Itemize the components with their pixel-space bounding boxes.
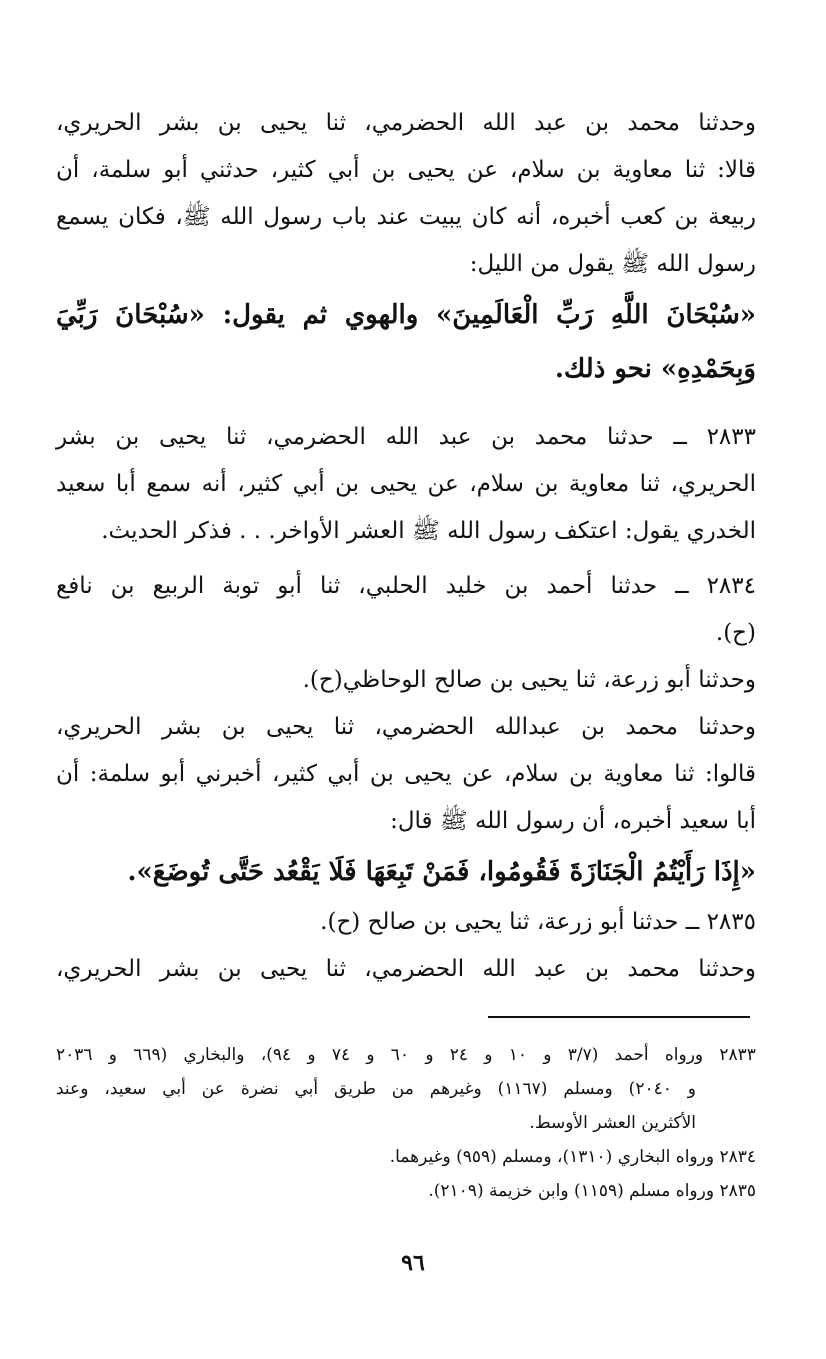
text-line: أبا سعيد أخبره، أن رسول الله ﷺ قال: (390, 808, 756, 834)
text-line: (ح). (715, 620, 756, 646)
footnote-line: ٢٨٣٤ ورواه البخاري (١٣١٠)، ومسلم (٩٥٩) وغيرهما. (389, 1147, 756, 1167)
footnote-line: و ٢٠٤٠) ومسلم (١١٦٧) وغيرهم من طريق أبي نضرة عن أبي سعيد، وعند (56, 1079, 696, 1099)
footnote-line: الأكثرين العشر الأوسط. (529, 1113, 696, 1133)
text-line: وحدثنا محمد بن عبد الله الحضرمي، ثنا يحيى بن بشر الحريري، (56, 110, 756, 136)
hadith-quote-tasbih (56, 288, 756, 396)
footnotes (56, 1038, 756, 1208)
hadith-2834 (56, 563, 756, 657)
text-line: الحريري، ثنا معاوية بن سلام، عن يحيى بن أبي كثير، أنه سمع أبا سعيد (56, 471, 756, 497)
quote-line: «إِذَا رَأَيْتُمُ الْجَنَازَةَ فَقُومُوا، فَمَنْ تَبِعَهَا فَلَا يَقْعُد حَتَّى تُوضَعَ». (127, 857, 756, 887)
text-line: وحدثنا محمد بن عبدالله الحضرمي، ثنا يحيى بن بشر الحريري، (56, 714, 757, 740)
hadith-2834-chain-c (56, 704, 756, 845)
text-line: الخدري يقول: اعتكف رسول الله ﷺ العشر الأواخر. . . فذكر الحديث. (101, 518, 756, 544)
text-line: قالوا: ثنا معاوية بن سلام، عن يحيى بن أبي كثير، أخبرني أبو سلمة: أن (56, 761, 756, 787)
text-line: ٢٨٣٣ ــ حدثنا محمد بن عبد الله الحضرمي، ثنا يحيى بن بشر (56, 424, 756, 450)
page-body (56, 100, 756, 993)
hadith-2833 (56, 414, 756, 555)
footnote-2835 (56, 1174, 756, 1208)
hadith-quote-janazah (56, 845, 756, 899)
footnote-line: ٢٨٣٥ ورواه مسلم (١١٥٩) وابن خزيمة (٢١٠٩). (428, 1181, 756, 1201)
hadith-2834-chain-b (56, 657, 756, 704)
text-line: قالا: ثنا معاوية بن سلام، عن يحيى بن أبي كثير، حدثني أبو سلمة، أن (56, 157, 756, 183)
hadith-2835 (56, 899, 756, 946)
footnote-line: ٢٨٣٣ ورواه أحمد (٣/٧ و ١٠ و ٢٤ و ٦٠ و ٧٤ و ٩٤)، والبخاري (٦٦٩ و ٢٠٣٦ (56, 1045, 756, 1065)
quote-line: «سُبْحَانَ اللَّهِ رَبِّ الْعَالَمِينَ» والهوي ثم يقول: «سُبْحَانَ رَبِّيَ (56, 300, 756, 330)
text-line: وحدثنا محمد بن عبد الله الحضرمي، ثنا يحيى بن بشر الحريري، (56, 956, 756, 982)
hadith-2835-chain-b (56, 946, 756, 993)
text-line: ٢٨٣٤ ــ حدثنا أحمد بن خليد الحلبي، ثنا أبو توبة الربيع بن نافع (56, 573, 756, 599)
text-line: ٢٨٣٥ ــ حدثنا أبو زرعة، ثنا يحيى بن صالح (ح). (320, 909, 756, 935)
page-number: ٩٦ (401, 1250, 425, 1276)
footnote-2834 (56, 1140, 756, 1174)
text-line: ربيعة بن كعب أخبره، أنه كان يبيت عند باب رسول الله ﷺ، فكان يسمع (56, 204, 756, 230)
footnote-separator (488, 1016, 750, 1018)
footnote-2833 (56, 1038, 756, 1140)
text-line: وحدثنا أبو زرعة، ثنا يحيى بن صالح الوحاظي(ح). (302, 667, 756, 693)
paragraph-intro (56, 100, 756, 288)
text-line: رسول الله ﷺ يقول من الليل: (469, 251, 756, 277)
quote-line: وَبِحَمْدِهِ» نحو ذلك. (554, 354, 756, 384)
